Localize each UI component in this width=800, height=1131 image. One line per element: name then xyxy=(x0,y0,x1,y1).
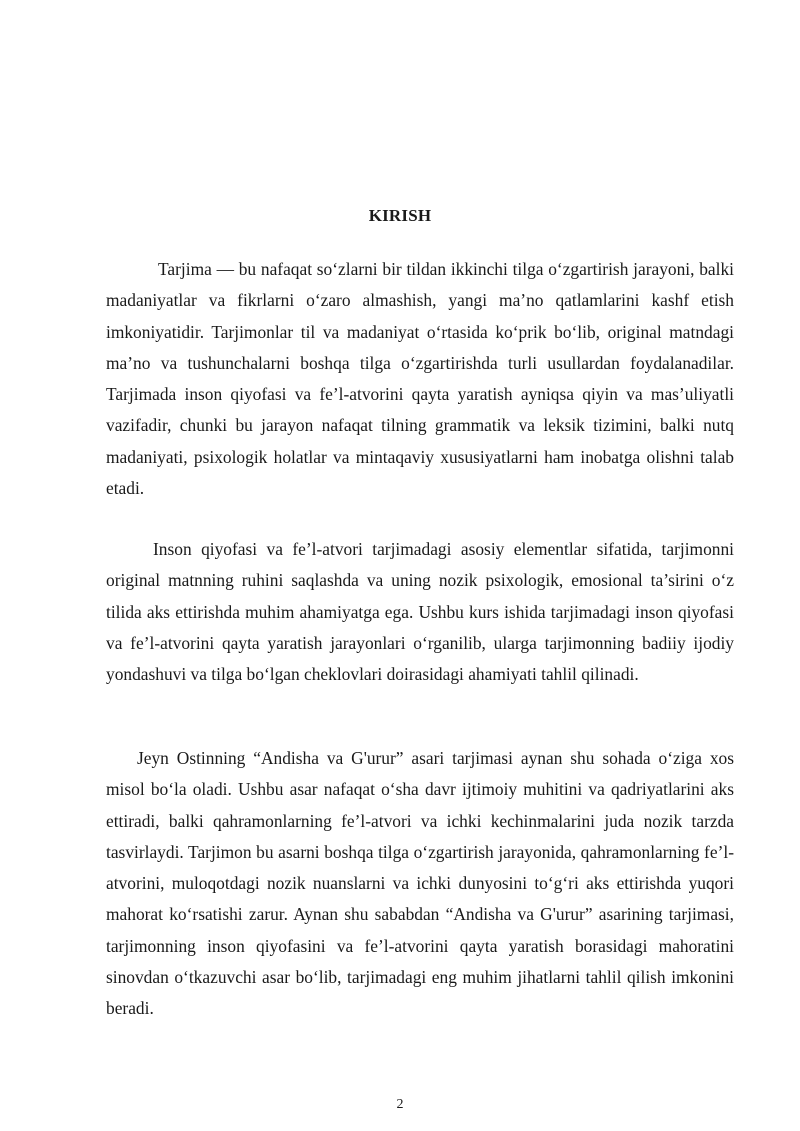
section-heading: KIRISH xyxy=(368,206,432,225)
paragraph-3: Jeyn Ostinning “Andisha va G'urur” asari tarjimasi aynan shu sohada o‘ziga xos misol bo‘la oladi. Ushbu asar nafaqat o‘sha davr ijtimoiy muhitini va qadriyatlarini aks ettiradi, balki qahramonlarning fe’l-atvori va ichki kechinmalarini juda nozik tarzda tasvirlaydi. Tarjimon bu asarni boshqa tilga o‘zgartirish jarayonida, qahramonlarning fe’l-atvorini, muloqotdagi nozik nuanslarni va ichki dunyosini to‘g‘ri aks ettirishda yuqori mahorat ko‘rsatishi zarur. Aynan shu sababdan “Andisha va G'urur” asarining tarjimasi, tarjimonning inson qiyofasini va fe’l-atvorini qayta yaratish borasidagi mahoratini sinovdan o‘tkazuvchi asar bo‘lib, tarjimadagi eng muhim jihatlarni tahlil qilish imkonini beradi. xyxy=(106,748,734,1019)
paragraph-2: Inson qiyofasi va fe’l-atvori tarjimadagi asosiy elementlar sifatida, tarjimonni original matnning ruhini saqlashda va uning nozik psixologik, emosional ta’sirini o‘z tilida aks ettirishda muhim ahamiyatga ega. Ushbu kurs ishida tarjimadagi inson qiyofasi va fe’l-atvorini qayta yaratish jarayonlari o‘rganilib, ularga tarjimonning badiiy ijodiy yondashuvi va tilga bo‘lgan cheklovlari doirasidagi ahamiyati tahlil qilinadi. xyxy=(106,539,734,685)
page-number: 2 xyxy=(396,1097,404,1112)
paragraph-1: Tarjima — bu nafaqat so‘zlarni bir tildan ikkinchi tilga o‘zgartirish jarayoni, balki madaniyatlar va fikrlarni o‘zaro almashish, yangi ma’no qatlamlarini kashf etish imkoniyatidir. Tarjimonlar til va madaniyat o‘rtasida ko‘prik bo‘lib, original matndagi ma’no va tushunchalarni boshqa tilga o‘zgartirishda turli usullardan foydalanadilar. Tarjimada inson qiyofasi va fe’l-atvorini qayta yaratish ayniqsa qiyin va mas’uliyatli vazifadir, chunki bu jarayon nafaqat tilning grammatik va leksik tizimini, balki nutq madaniyati, psixologik holatlar va mintaqaviy xususiyatlarni ham inobatga olishni talab etadi. xyxy=(106,259,734,499)
